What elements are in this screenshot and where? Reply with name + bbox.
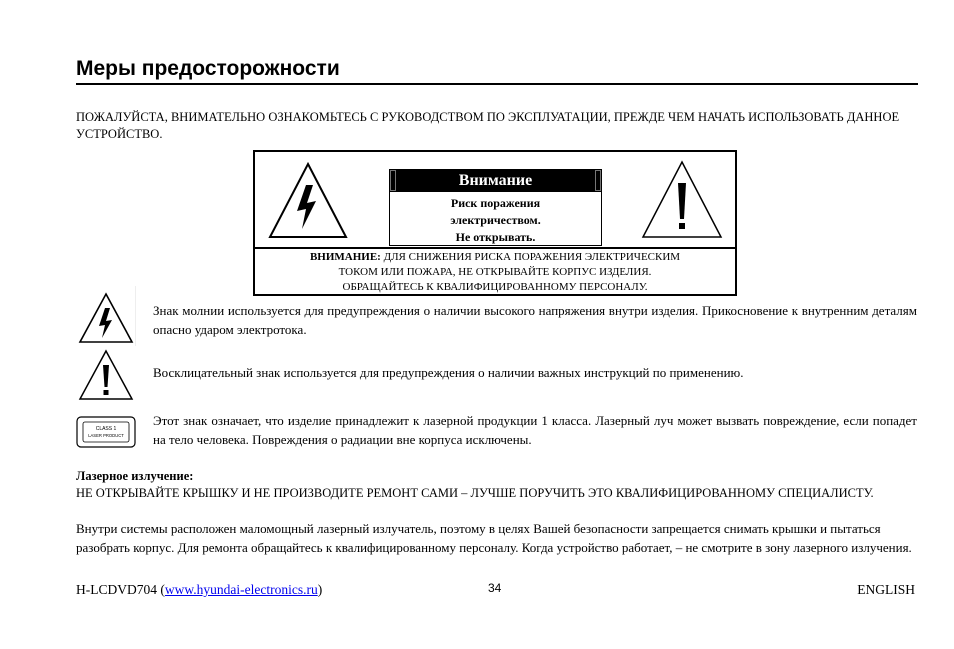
caution-divider [255,247,735,249]
footer-model-close: ) [317,582,323,597]
caution-heading-text: Внимание [458,172,533,189]
laser-label-line-1: CLASS 1 [95,426,117,432]
warning-label: ВНИМАНИЕ: [309,251,381,263]
heading-tab-left [390,170,396,191]
caution-line-2: электричеством. [450,213,541,227]
caution-panel [389,169,602,246]
class1-laser-label-icon [76,416,136,448]
laser-label-line-2: LASER PRODUCT [88,433,124,438]
caution-warning-text [259,250,731,295]
laser-body-text: Внутри системы расположен маломощный лазерный излучатель, поэтому в целях Вашей безопасности запрещается снимать крышки и пытаться разобрать корпус. Для ремонта обращайтесь к квалифицированному персоналу. Когда устройство работает, – не смотрите в зону лазерного излучения. [76,521,912,555]
caution-heading [390,170,601,192]
lightning-triangle-icon [76,286,136,346]
laser-heading: Лазерное излучение: [76,469,194,483]
caution-line-1: Риск поражения [450,196,541,210]
footer-model-text: H-LCDVD704 ( [76,582,165,597]
symbol-text-lightning: Знак молнии используется для предупреждения о наличии высокого напряжения внутри изделия. Прикосновение к внутренним деталям опасно ударом электротока. [153,303,917,337]
exclamation-triangle-icon [76,347,136,403]
caution-line-3: Не открывать. [455,230,536,244]
warning-line-2: ТОКОМ ИЛИ ПОЖАРА, НЕ ОТКРЫВАЙТЕ КОРПУС ИЗДЕЛИЯ. [338,266,652,278]
warning-line-1: ДЛЯ СНИЖЕНИЯ РИСКА ПОРАЖЕНИЯ ЭЛЕКТРИЧЕСКИМ [383,251,681,263]
caution-box [253,150,737,296]
footer-language: ENGLISH [857,582,915,597]
footer-model [76,582,322,598]
intro-text: ПОЖАЛУЙСТА, ВНИМАТЕЛЬНО ОЗНАКОМЬТЕСЬ С РУКОВОДСТВОМ ПО ЭКСПЛУАТАЦИИ, ПРЕЖДЕ ЧЕМ НАЧАТЬ ИСПОЛЬЗОВАТЬ ДАННОЕ УСТРОЙСТВО. [76,110,900,141]
page-number: 34 [488,581,502,595]
lightning-triangle-icon [266,159,350,241]
laser-caps-text: НЕ ОТКРЫВАЙТЕ КРЫШКУ И НЕ ПРОИЗВОДИТЕ РЕМОНТ САМИ – ЛУЧШЕ ПОРУЧИТЬ ЭТО КВАЛИФИЦИРОВАННОМУ СПЕЦИАЛИСТУ. [76,486,874,500]
warning-line-3: ОБРАЩАЙТЕСЬ К КВАЛИФИЦИРОВАННОМУ ПЕРСОНАЛУ. [342,281,648,293]
footer-website-link[interactable]: www.hyundai-electronics.ru [164,582,318,597]
symbol-text-laser: Этот знак означает, что изделие принадлежит к лазерной продукции 1 класса. Лазерный луч может вызвать повреждение, если попадет на тело человека. Повреждения о радиации вне корпуса исключены. [153,413,917,447]
symbol-text-exclamation: Восклицательный знак используется для предупреждения о наличии важных инструкций по применению. [153,365,744,380]
title-rule [76,83,918,85]
page-title: Меры предосторожности [76,57,340,80]
caution-body [390,195,601,246]
exclamation-triangle-icon [639,157,725,241]
heading-tab-right [595,170,601,191]
